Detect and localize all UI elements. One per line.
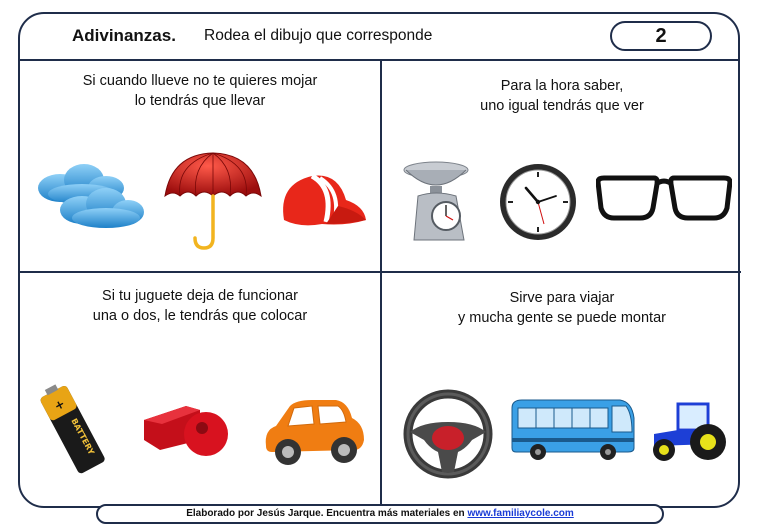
riddle-4-line-1: Sirve para viajar (509, 290, 615, 306)
footer-link[interactable]: www.familiaycole.com (467, 508, 574, 519)
battery-picture[interactable] (34, 380, 114, 480)
scale-picture[interactable] (402, 160, 474, 242)
cap-picture[interactable] (276, 170, 368, 236)
umbrella-picture[interactable] (162, 150, 264, 252)
glasses-picture[interactable] (596, 174, 732, 222)
riddle-3-text (30, 286, 370, 326)
toy-car-picture[interactable] (262, 396, 366, 468)
bus-picture[interactable] (508, 398, 636, 462)
page-title: Adivinanzas. (72, 26, 176, 45)
instruction-text: Rodea el dibujo que corresponde (204, 27, 433, 44)
clock-picture[interactable] (498, 162, 578, 242)
vertical-divider (380, 60, 382, 504)
header-divider (19, 59, 739, 61)
svg-text:+: + (51, 396, 68, 414)
page-number-badge: 2 (610, 21, 712, 51)
riddle-4-text (392, 288, 732, 328)
riddle-4-line-2: y mucha gente se puede montar (458, 310, 666, 326)
riddle-3-line-2: una o dos, le tendrás que colocar (92, 308, 308, 324)
whistle-picture[interactable] (140, 400, 232, 460)
riddle-2-text (392, 76, 732, 116)
riddle-1-line-2: lo tendrás que llevar (134, 93, 266, 109)
riddle-3-line-1: Si tu juguete deja de funcionar (102, 288, 298, 304)
footer-text: Elaborado por Jesús Jarque. Encuentra más materiales en (186, 508, 468, 519)
riddle-1-line-1: Si cuando llueve no te quieres mojar (82, 73, 318, 89)
clouds-picture[interactable] (34, 160, 146, 232)
riddle-2-line-2: uno igual tendrás que ver (480, 98, 644, 114)
tractor-picture[interactable] (648, 400, 730, 462)
battery-label: BATTERY (69, 416, 96, 457)
steering-wheel-picture[interactable] (402, 388, 494, 480)
footer-credit (96, 504, 664, 524)
riddle-2-line-1: Para la hora saber, (500, 78, 624, 94)
riddle-1-text (30, 71, 370, 111)
